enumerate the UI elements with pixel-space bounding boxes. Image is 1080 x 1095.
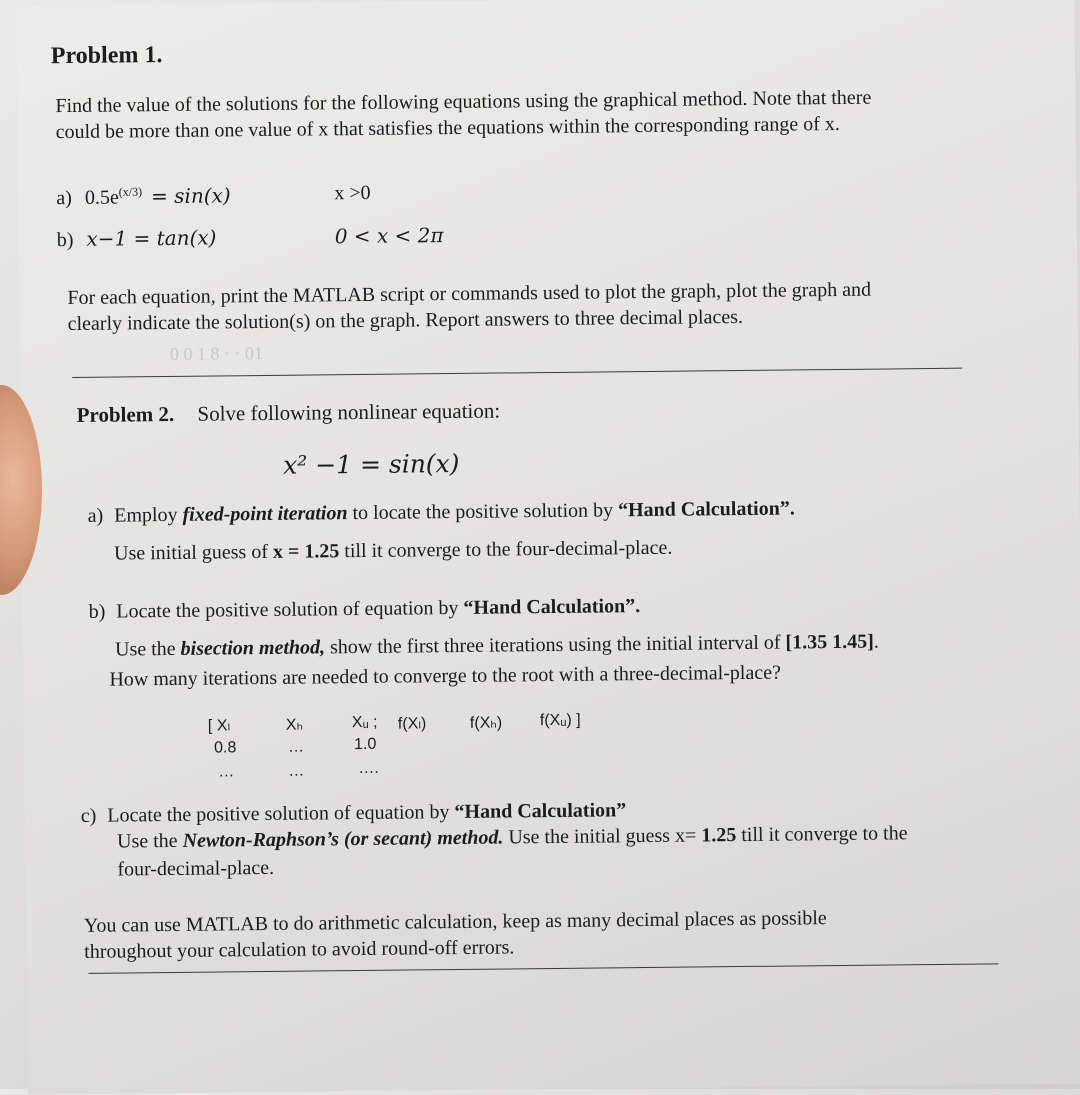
- note-line1: You can use MATLAB to do arithmetic calculation, keep as many decimal places as possible: [83, 907, 827, 937]
- problem1-intro-line1: Find the value of the solutions for the following equations using the graphical method. Note that there: [55, 86, 872, 118]
- equation-b-range: 0 < x < 2π: [334, 223, 444, 249]
- part-b-period: .: [873, 630, 879, 653]
- part-b-hand: “Hand Calculation”.: [463, 595, 641, 619]
- part-b-pre: Locate the positive solution of equation by: [116, 596, 459, 623]
- table-r2-xb: …: [288, 762, 305, 780]
- problem2-equation: x² −1 = sin(x): [283, 448, 460, 480]
- part-b-mid: show the first three iterations using the initial interval of: [329, 631, 781, 659]
- equation-a-base: 0.5e: [84, 186, 119, 209]
- part-a-guess-pre: Use initial guess of: [113, 540, 269, 565]
- equation-a: [56, 183, 231, 210]
- part-c-post: till it converge to the: [741, 822, 908, 847]
- part-c-method: Newton-Raphson’s (or secant) method.: [182, 826, 504, 852]
- part-a-employ: Employ: [114, 503, 178, 527]
- table-r1-xu: 1.0: [353, 735, 377, 754]
- equation-b-label: b): [56, 228, 74, 252]
- part-c-line3: four-decimal-place.: [117, 856, 275, 881]
- equation-b: [57, 225, 217, 252]
- part-c-use: Use the: [116, 829, 178, 853]
- table-r2-xu: ….: [358, 759, 379, 778]
- problem1-intro-line2: could be more than one value of x that satisfies the equations within the corresponding range of x.: [55, 112, 840, 144]
- part-c-line1: [81, 799, 627, 828]
- paper-sheet: [16, 0, 1080, 1095]
- part-a-label: a): [87, 504, 104, 527]
- part-a-guess-value: x = 1.25: [272, 540, 340, 563]
- problem2-title: Problem 2.: [76, 401, 175, 427]
- part-b-line1: [89, 595, 641, 624]
- problem1-instruction-line2: clearly indicate the solution(s) on the graph. Report answers to three decimal places.: [67, 305, 744, 336]
- problem2-heading: [76, 399, 500, 428]
- equation-b-text: x−1 = tan(x): [86, 225, 217, 251]
- table-r1-xl: 0.8: [214, 739, 237, 757]
- section-divider-2: [88, 963, 998, 974]
- equation-a-exponent: (x/3): [118, 184, 143, 199]
- part-a-rest: to locate the positive solution by: [352, 499, 614, 525]
- part-b-method: bisection method,: [180, 636, 326, 660]
- table-header-fxu: f(Xᵤ) ]: [539, 711, 581, 730]
- table-header-fxl: f(Xₗ): [397, 715, 427, 733]
- part-c-pre: Locate the positive solution of equation by: [107, 801, 450, 827]
- table-header-xu: Xᵤ ;: [351, 713, 378, 732]
- part-a-method: fixed-point iteration: [182, 502, 348, 526]
- part-b-interval: [1.35 1.45]: [785, 630, 874, 654]
- part-c-line2: [117, 822, 908, 853]
- note-line2: throughout your calculation to avoid round-off errors.: [84, 936, 515, 963]
- part-b-use: Use the: [114, 637, 176, 661]
- part-c-hand: “Hand Calculation”: [454, 799, 627, 824]
- part-b-line3: How many iterations are needed to converge to the root with a three-decimal-place?: [109, 661, 782, 691]
- table-header-xb: Xₕ: [285, 716, 304, 734]
- part-c-mid: Use the initial guess x=: [508, 824, 697, 849]
- table-r2-xl: …: [218, 763, 235, 781]
- equation-a-range: x >0: [334, 181, 371, 205]
- part-a-hand: “Hand Calculation”.: [617, 497, 795, 522]
- part-c-guess: 1.25: [701, 824, 737, 847]
- part-c-label: c): [80, 804, 97, 827]
- part-a-line1: [88, 497, 795, 527]
- section-divider-1: [72, 368, 962, 378]
- part-b-line2: [115, 631, 879, 662]
- bleed-through-text: 0 0 1 8 · · 01: [169, 343, 264, 364]
- table-header-xl: [ Xₗ: [207, 717, 231, 735]
- problem2-subtitle: Solve following nonlinear equation:: [197, 398, 501, 426]
- equation-a-rhs: = sin(x): [150, 183, 231, 209]
- table-header-fxb: f(Xₕ): [469, 714, 503, 732]
- part-a-guess-post: till it converge to the four-decimal-place.: [344, 536, 673, 563]
- table-r1-xb: …: [288, 738, 305, 756]
- part-a-line2: [114, 537, 672, 566]
- problem1-title: Problem 1.: [50, 42, 163, 70]
- part-b-label: b): [88, 600, 106, 623]
- problem1-instruction-line1: For each equation, print the MATLAB script or commands used to plot the graph, plot the graph and: [67, 278, 872, 310]
- equation-a-label: a): [56, 186, 73, 210]
